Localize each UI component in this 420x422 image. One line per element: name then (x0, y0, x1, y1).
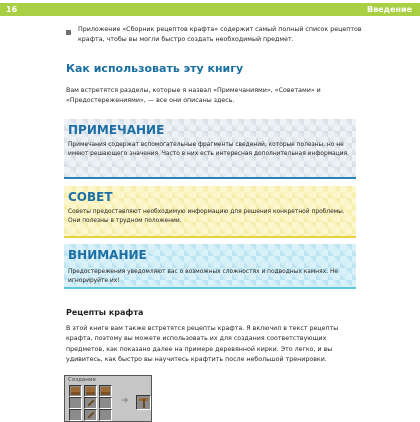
tip-title: СОВЕТ (68, 190, 113, 204)
page-header (0, 0, 420, 18)
crafting-slot[interactable] (69, 409, 82, 421)
tip-body: Советы предоставляют необходимую информацию для решения конкретной проблемы. Они полезны в трудном положении. (68, 209, 345, 224)
crafting-slot[interactable] (99, 409, 112, 421)
header-strip (0, 3, 420, 16)
oak-plank-icon (101, 387, 110, 395)
crafting-slot[interactable] (84, 397, 97, 409)
warning-title: ВНИМАНИЕ (68, 248, 147, 262)
crafting-slot[interactable] (69, 397, 82, 409)
stick-icon (87, 399, 94, 406)
note-body: Примечания содержат вспомогательные фрагменты сведений, которые полезны, но не имеют решающего значения. Часто в них есть интересная дополнительная информация. (68, 142, 350, 157)
crafting-window (64, 375, 152, 422)
crafting-slot[interactable] (69, 385, 82, 397)
note-title: ПРИМЕЧАНИЕ (68, 123, 165, 137)
crafting-label: Создание (68, 377, 96, 383)
arrow-right-icon: ➜ (121, 396, 129, 406)
page-number: 16 (6, 5, 18, 14)
stick-icon (87, 411, 94, 418)
crafting-slot[interactable] (99, 397, 112, 409)
bullet-marker (66, 30, 71, 35)
result-slot[interactable] (136, 395, 151, 410)
recipes-paragraph: В этой книге вам также встретятся рецепты крафта. Я включил в текст рецепты крафта, поэтому вы можете использовать их для создания соответствующих предметов, как показано далее на примере деревянной кирки. Это легко, и вы удивитесь, как быстро вы научитесь крафтить после небольшой тренировки. (66, 325, 339, 363)
oak-plank-icon (71, 387, 80, 395)
crafting-slot[interactable] (84, 385, 97, 397)
warning-body: Предостережения уведомляют вас о возможных сложностях и подводных камнях. Не игнорируйте их! (68, 269, 338, 284)
recipes-heading: Рецепты крафта (66, 308, 144, 317)
warning-callout (64, 244, 356, 289)
tip-callout (64, 186, 356, 238)
oak-plank-icon (86, 387, 95, 395)
section-heading: Как использовать эту книгу (66, 62, 244, 75)
section-title: Введение (366, 5, 412, 14)
intro-paragraph: Вам встретятся разделы, которые я назвал «Примечаниями», «Советами» и «Предостережениями», — все они описаны здесь. (66, 87, 321, 104)
bullet-paragraph: Приложение «Сборник рецептов крафта» содержит самый полный список рецептов крафта, чтобы вы могли быстро создать необходимый предмет. (78, 26, 362, 43)
crafting-slot[interactable] (99, 385, 112, 397)
note-callout (64, 119, 356, 179)
crafting-slot[interactable] (84, 409, 97, 421)
